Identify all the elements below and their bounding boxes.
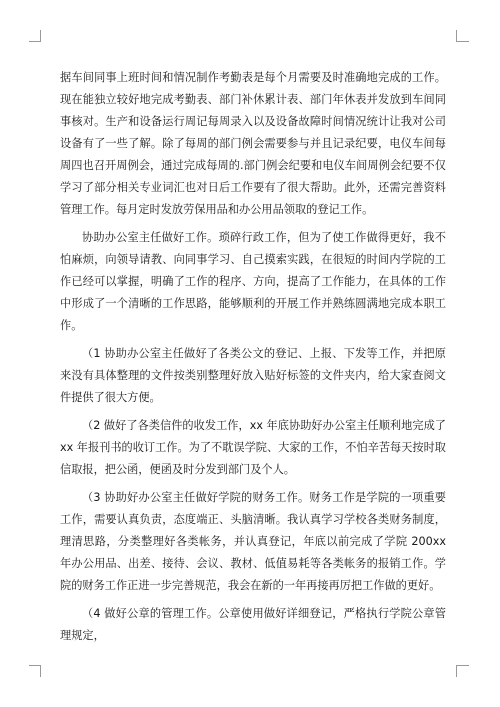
paragraph-attendance-duties: 据车间同事上班时间和情况制作考勤表是每个月需要及时准确地完成的工作。现在能独立较好地完成考勤表、部门补休累计表、部门年休表并发放到车间同事核对。生产和设备运行周记每周录入以及设备故障时间情况统计让我对公司设备有了一些了解。除了每周的部门例会需要参与并且记录纪要，电仪车间每周四也召开周例会，通过完成每周的.部门例会纪要和电仪车间周例会纪要不仅学习了部分相关专业词汇也对日后工作要有了很大帮助。此外，还需完善资料管理工作。每月定时发放劳保用品和办公用品领取的登记工作。 [60, 71, 446, 216]
paragraph-seal-management: （4 做好公章的管理工作。公章使用做好详细登记，严格执行学院公章管理规定， [60, 607, 446, 642]
crop-mark-top-right-horizontal [457, 41, 469, 42]
paragraph-document-registration: （1 协助办公室主任做好了各类公文的登记、上报、下发等工作，并把原来没有具体整理的文件按类别整理好放入贴好标签的文件夹内，给大家查阅文件提供了很大方便。 [60, 347, 446, 404]
paragraph-assist-office-director: 协助办公室主任做好工作。琐碎行政工作，但为了使工作做得更好，我不怕麻烦，向领导请教、向同事学习、自己摸索实践，在很短的时间内学院的工作已经可以掌握，明确了工作的程序、方向，提高了工作能力，在具体的工作中形成了一个清晰的工作思路，能够顺利的开展工作并熟练圆满地完成本职工作。 [60, 231, 446, 332]
paragraph-finance-work: （3 协助好办公室主任做好学院的财务工作。财务工作是学院的一项重要工作，需要认真负责，态度端正、头脑清晰。我认真学习学校各类财务制度，理清思路，分类整理好各类帐务，并认真登记，年底以前完成了学院 200xx 年办公用品、出差、接待、会议、教材、低值易耗等各类帐务的报销工作。学院的财务工作正进一步完善规范，我会在新的一年再接再厉把工作做的更好。 [60, 491, 446, 592]
crop-mark-bottom-right-horizontal [457, 665, 469, 666]
crop-mark-bottom-left-horizontal [29, 665, 41, 666]
crop-mark-bottom-left-vertical [40, 665, 41, 677]
crop-mark-bottom-right-vertical [456, 665, 457, 677]
document-body [60, 67, 446, 653]
paragraph-mail-handling: （2 做好了各类信件的收发工作，xx 年底协助好办公室主任顺利地完成了 xx 年报刊书的收订工作。为了不耽误学院、大家的工作，不怕辛苦每天按时取信取报，把公函，便函及时分发到部门及个人。 [60, 419, 446, 476]
crop-mark-top-left-horizontal [29, 41, 41, 42]
